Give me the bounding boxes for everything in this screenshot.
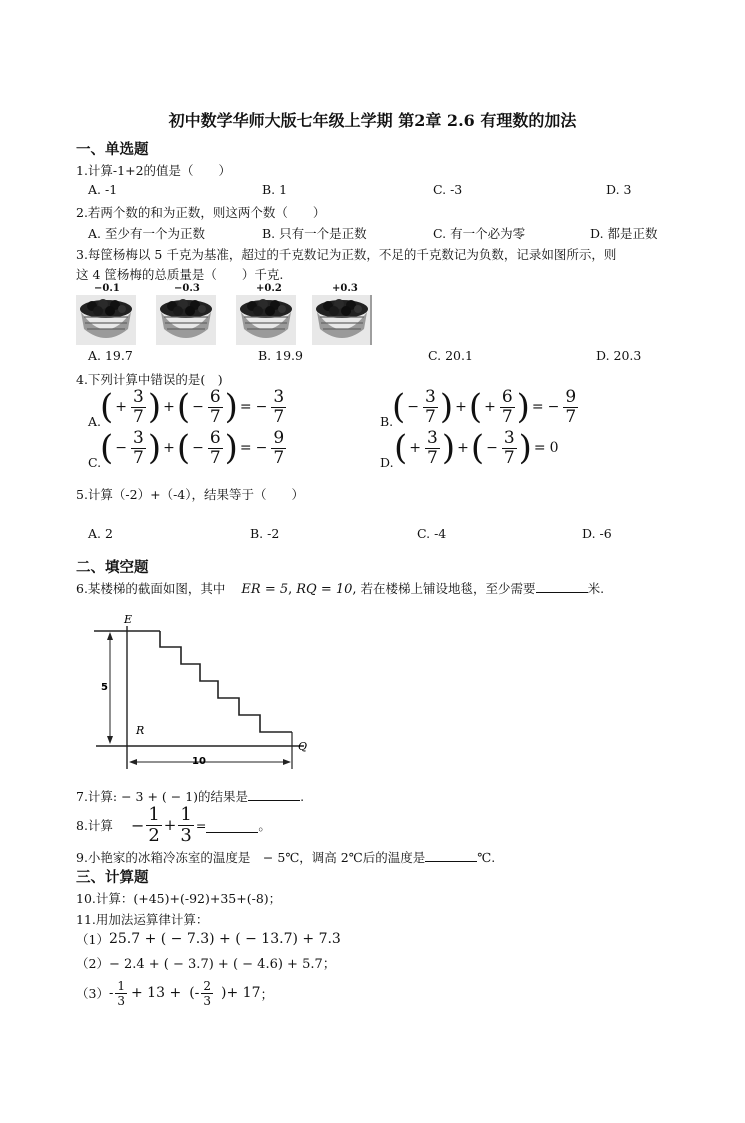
q4-a-expression [100, 386, 288, 428]
q5-option-a[interactable]: A. 2 [88, 526, 113, 541]
fraction-one-third [115, 980, 127, 1007]
den: 7 [209, 447, 221, 468]
op: + 13 + [131, 985, 182, 1001]
q4-option-a[interactable]: A. [88, 414, 102, 429]
fraction [563, 386, 578, 427]
question-6 [76, 579, 604, 597]
section-heading-single-choice: 一、单选题 [76, 141, 149, 158]
fraction-one-half [146, 803, 161, 846]
q2-option-c[interactable]: C. 有一个必为零 [433, 226, 526, 241]
op: + [457, 440, 469, 456]
num: 1 [180, 803, 192, 825]
op: + [163, 816, 177, 834]
op: 0 [549, 440, 559, 456]
fraction [425, 427, 440, 468]
den: 7 [133, 447, 144, 468]
op: − [407, 399, 419, 415]
question-4: 4.下列计算中错误的是( ) [76, 372, 223, 387]
page-title: 初中数学华师大版七年级上学期 第2章 2.6 有理数的加法 [168, 111, 577, 130]
den: 7 [501, 406, 513, 427]
q6-rq-value: RQ = 10 [296, 582, 353, 597]
op: − [255, 399, 268, 415]
op: − [547, 399, 560, 415]
num: 3 [273, 386, 285, 407]
den: 3 [203, 993, 212, 1008]
paren: ) [147, 428, 162, 468]
paren: ) [518, 428, 532, 468]
op: − [192, 440, 204, 456]
q3-option-a[interactable]: A. 19.7 [88, 348, 133, 363]
den: 7 [209, 406, 221, 427]
q4-option-d[interactable]: D. [380, 455, 394, 470]
part-label: （3） [76, 986, 109, 1001]
basket-label-2: −0.3 [174, 283, 200, 294]
fraction [502, 427, 517, 468]
q6-suffix: 若在楼梯上铺设地毯，至少需要 [360, 581, 536, 596]
question-9 [76, 848, 495, 866]
basket-label-1: −0.1 [94, 283, 120, 294]
q5-option-c[interactable]: C. -4 [417, 526, 447, 541]
question-11-part-1 [76, 930, 341, 948]
paren: ) [224, 428, 238, 468]
q8-prefix: 8.计算 [76, 818, 113, 833]
comma: , [288, 582, 293, 597]
op: + [409, 440, 421, 456]
op: = [195, 817, 207, 833]
paren: ( [394, 428, 408, 468]
op: + [484, 399, 496, 415]
num: 1 [117, 978, 125, 993]
q4-option-c[interactable]: C. [88, 455, 102, 470]
question-11-part-2 [76, 953, 336, 972]
question-10: 10.计算：(+45)+(-92)+35+(-8)； [76, 891, 282, 906]
expression: 25.7 + ( − 7.3) + ( − 13.7) + 7.3 [108, 931, 341, 947]
num: 3 [133, 427, 144, 448]
den: 3 [117, 993, 125, 1008]
q4-d-expression [394, 427, 561, 469]
fraction [208, 427, 223, 468]
num: 3 [133, 386, 144, 407]
op: ； [260, 987, 274, 1003]
q1-option-d[interactable]: D. 3 [606, 182, 632, 197]
fraction [208, 386, 223, 427]
q6-unit: 米. [587, 581, 605, 596]
section-heading-fill-in: 二、填空题 [76, 559, 149, 576]
answer-blank[interactable] [425, 851, 477, 862]
den: 7 [425, 406, 436, 427]
label-ten: 10 [192, 756, 206, 767]
label-five: 5 [101, 682, 108, 693]
fraction [500, 386, 515, 427]
op: )+ 17 [221, 985, 261, 1001]
staircase-diagram [94, 612, 314, 772]
fraction-two-thirds [201, 980, 213, 1007]
paren: ( [176, 428, 191, 468]
fraction-one-third [178, 803, 193, 846]
question-5: 5.计算（-2）+（-4），结果等于（ ） [76, 487, 305, 502]
label-r: R [136, 724, 145, 737]
question-11: 11.用加法运算律计算： [76, 912, 209, 927]
num: 3 [427, 427, 438, 448]
den: 2 [148, 824, 160, 846]
part-label: （1） [76, 932, 109, 947]
num: 2 [203, 978, 212, 993]
q2-option-a[interactable]: A. 至少有一个为正数 [88, 226, 205, 241]
answer-blank[interactable] [536, 582, 588, 593]
q9-end: ℃. [477, 850, 496, 865]
fraction [271, 427, 286, 468]
op: + [455, 399, 467, 415]
q5-option-d[interactable]: D. -6 [582, 526, 612, 541]
op: − [486, 440, 498, 456]
q2-option-d[interactable]: D. 都是正数 [590, 226, 658, 241]
q4-c-expression [100, 427, 288, 469]
question-1: 1.计算-1+2的值是（ ） [76, 163, 232, 178]
paren: ) [516, 387, 530, 427]
den: 7 [427, 447, 438, 468]
q8-end: 。 [258, 818, 271, 833]
den: 7 [565, 406, 577, 427]
q3-option-c[interactable]: C. 20.1 [428, 348, 473, 363]
label-q: Q [298, 740, 308, 753]
basket-icon [156, 295, 216, 345]
basket-label-4: +0.3 [332, 283, 358, 294]
q3-option-d[interactable]: D. 20.3 [596, 348, 642, 363]
num: 1 [148, 803, 160, 825]
q4-b-expression [392, 386, 580, 428]
q3-option-b[interactable]: B. 19.9 [258, 348, 303, 363]
op: + [163, 399, 175, 415]
fraction [423, 386, 438, 427]
question-11-part-3 [76, 973, 274, 1013]
basket-icon [76, 295, 136, 345]
q1-option-b[interactable]: B. 1 [262, 182, 288, 197]
expression: − 2.4 + ( − 3.7) + ( − 4.6) + 5.7； [108, 957, 336, 972]
den: 7 [273, 406, 285, 427]
op: − [130, 815, 145, 835]
num: 3 [425, 386, 436, 407]
paren: ) [147, 387, 162, 427]
num: 6 [501, 386, 513, 407]
q2-option-b[interactable]: B. 只有一个是正数 [262, 226, 367, 241]
op: = [533, 440, 546, 456]
den: 7 [133, 406, 144, 427]
op: + [163, 440, 175, 456]
basket-icon [236, 295, 296, 345]
op: = [239, 399, 252, 415]
num: 6 [209, 386, 221, 407]
paren: ( [100, 428, 114, 468]
question-3-line-2: 这 4 筐杨梅的总质量是（ ）千克. [76, 267, 284, 282]
basket-figure [76, 282, 376, 344]
paren: ) [439, 387, 454, 427]
num: 3 [503, 427, 515, 448]
fraction [131, 427, 146, 468]
den: 3 [180, 824, 192, 846]
question-8 [76, 803, 271, 847]
basket-label-3: +0.2 [256, 283, 282, 294]
comma: , [352, 582, 357, 597]
paren: ) [224, 387, 238, 427]
op: − [255, 440, 268, 456]
section-heading-calculation: 三、计算题 [76, 869, 149, 886]
q7-text: 7.计算: − 3 + ( − 1)的结果是 [76, 789, 249, 804]
q6-prefix: 6.某楼梯的截面如图，其中 [76, 581, 226, 596]
q1-option-a[interactable]: A. -1 [88, 182, 118, 197]
paren: ( [392, 387, 406, 427]
op: − [192, 399, 204, 415]
basket-icon [312, 295, 372, 345]
paren: ( [468, 387, 483, 427]
den: 7 [273, 447, 285, 468]
q5-option-b[interactable]: B. -2 [250, 526, 280, 541]
op: − [115, 440, 127, 456]
fraction [131, 386, 146, 427]
op: = [239, 440, 252, 456]
paren: ( [176, 387, 191, 427]
q7-end: . [300, 789, 305, 804]
paren: ( [470, 428, 485, 468]
answer-blank[interactable] [248, 790, 300, 801]
paren: ( [100, 387, 114, 427]
q9-text: 9.小艳家的冰箱冷冻室的温度是 − 5℃，调高 2℃后的温度是 [76, 850, 426, 865]
op: - [108, 985, 114, 1001]
num: 9 [273, 427, 285, 448]
op: + [115, 399, 127, 415]
part-label: （2） [76, 955, 109, 971]
q4-option-b[interactable]: B. [380, 414, 394, 429]
num: 6 [209, 427, 221, 448]
q1-option-c[interactable]: C. -3 [433, 182, 463, 197]
fraction [271, 386, 286, 427]
den: 7 [503, 447, 515, 468]
question-3-line-1: 3.每筐杨梅以 5 千克为基准，超过的千克数记为正数，不足的千克数记为负数，记录如图所示，则 [76, 247, 617, 262]
paren: ) [441, 428, 456, 468]
question-2: 2.若两个数的和为正数，则这两个数（ ） [76, 205, 326, 220]
num: 9 [565, 386, 577, 407]
answer-blank[interactable] [206, 818, 258, 833]
op: = [531, 399, 544, 415]
q6-er-value: ER = 5 [241, 582, 289, 597]
label-e: E [124, 613, 133, 626]
op: (- [189, 985, 200, 1001]
